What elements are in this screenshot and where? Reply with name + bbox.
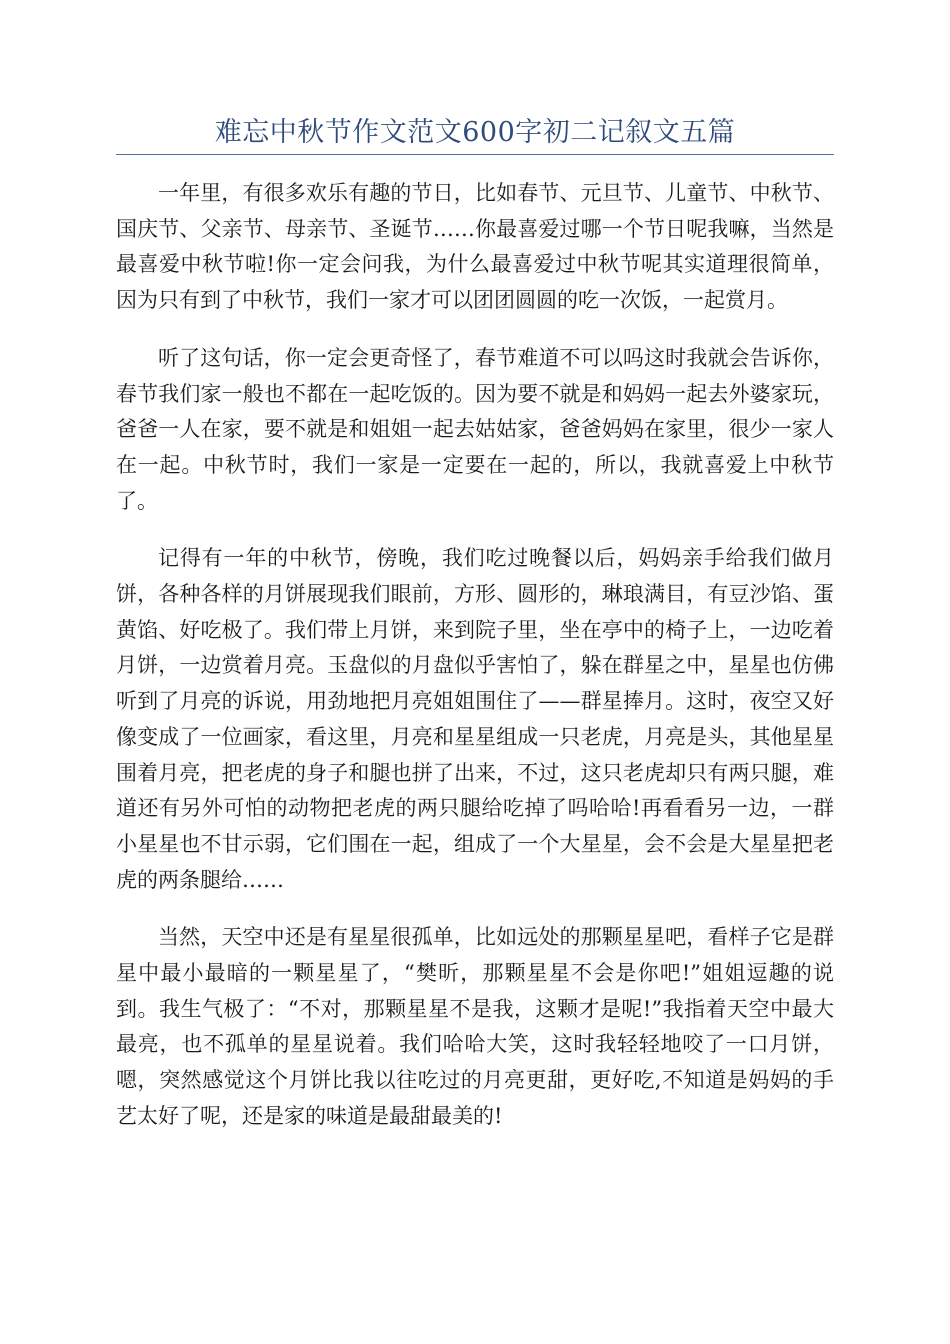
paragraph-2: 听了这句话，你一定会更奇怪了，春节难道不可以吗这时我就会告诉你，春节我们家一般也不都在一起吃饭的。因为要不就是和妈妈一起去外婆家玩，爸爸一人在家，要不就是和姐姐一起去姑姑家，爸爸妈妈在家里，很少一家人在一起。中秋节时，我们一家是一定要在一起的，所以，我就喜爱上中秋节了。 xyxy=(116,345,834,513)
document-body xyxy=(116,176,834,1157)
document-title: 难忘中秋节作文范文600字初二记叙文五篇 xyxy=(214,117,736,148)
paragraph-4: 当然，天空中还是有星星很孤单，比如远处的那颗星星吧，看样子它是群星中最小最暗的一颗星星了，“樊昕，那颗星星不会是你吧!”姐姐逗趣的说到。我生气极了：“不对，那颗星星不是我，这颗才是呢!”我指着天空中最大最亮，也不孤单的星星说着。我们哈哈大笑，这时我轻轻地咬了一口月饼，嗯，突然感觉这个月饼比我以往吃过的月亮更甜，更好吃,不知道是妈妈的手艺太好了呢，还是家的味道是最甜最美的! xyxy=(116,925,834,1128)
paragraph-3: 记得有一年的中秋节，傍晚，我们吃过晚餐以后，妈妈亲手给我们做月饼，各种各样的月饼展现我们眼前，方形、圆形的，琳琅满目，有豆沙馅、蛋黄馅、好吃极了。我们带上月饼，来到院子里，坐在亭中的椅子上，一边吃着月饼，一边赏着月亮。玉盘似的月盘似乎害怕了，躲在群星之中，星星也仿佛听到了月亮的诉说，用劲地把月亮姐姐围住了——群星捧月。这时，夜空又好像变成了一位画家，看这里，月亮和星星组成一只老虎，月亮是头，其他星星围着月亮，把老虎的身子和腿也拼了出来，不过，这只老虎却只有两只腿，难道还有另外可怕的动物把老虎的两只腿给吃掉了吗哈哈!再看看另一边，一群小星星也不甘示弱，它们围在一起，组成了一个大星星，会不会是大星星把老虎的两条腿给…… xyxy=(116,546,834,892)
paragraph-1: 一年里，有很多欢乐有趣的节日，比如春节、元旦节、儿童节、中秋节、国庆节、父亲节、母亲节、圣诞节……你最喜爱过哪一个节日呢我嘛，当然是最喜爱中秋节啦!你一定会问我，为什么最喜爱过中秋节呢其实道理很简单，因为只有到了中秋节，我们一家才可以团团圆圆的吃一次饭，一起赏月。 xyxy=(116,181,834,313)
title-underline xyxy=(116,154,834,155)
